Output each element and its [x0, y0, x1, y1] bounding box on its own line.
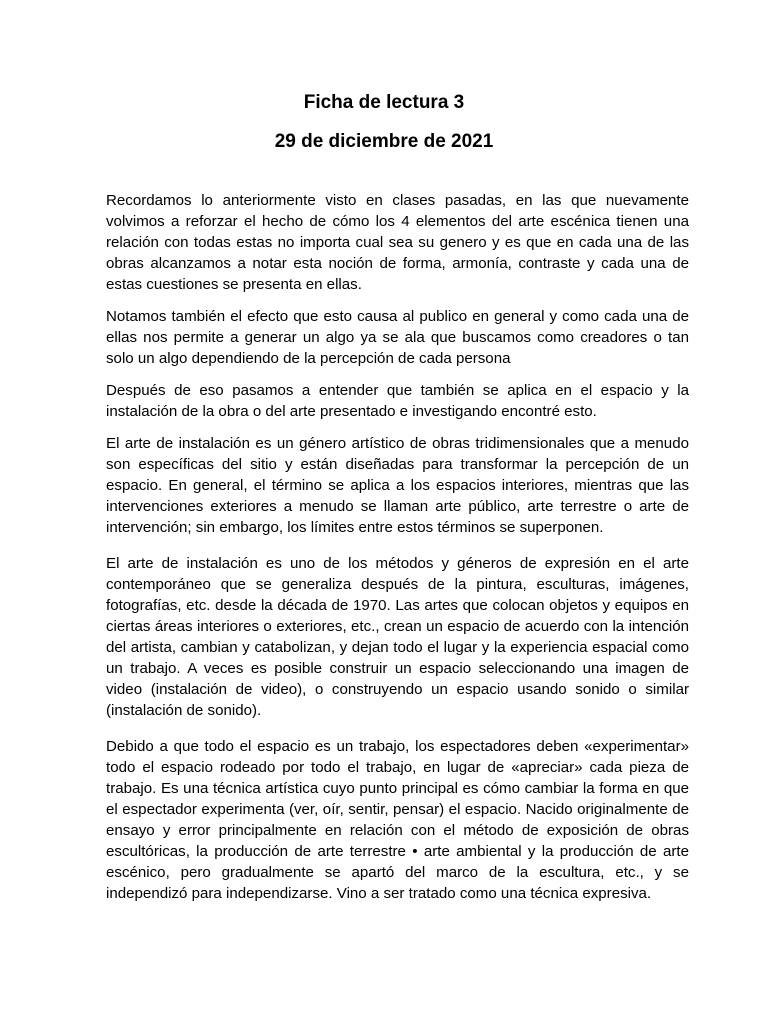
- paragraph-4: El arte de instalación es un género artístico de obras tridimensionales que a menudo son específicas del sitio y están diseñadas para transformar la percepción de un espacio. En general, el término se aplica a los espacios interiores, mientras que las intervenciones exteriores a menudo se llaman arte público, arte terrestre o arte de intervención; sin embargo, los límites entre estos términos se superponen.: [106, 435, 689, 536]
- paragraph-5: El arte de instalación es uno de los métodos y géneros de expresión en el arte contemporáneo que se generaliza después de la pintura, esculturas, imágenes, fotografías, etc. desde la década de 1970. Las artes que colocan objetos y equipos en ciertas áreas interiores o exteriores, etc., crean un espacio de acuerdo con la intención del artista, cambian y catabolizan, y dejan todo el lugar y la experiencia espacial como un trabajo. A veces es posible construir un espacio seleccionando una imagen de video (instalación de video), o construyendo un espacio usando sonido o similar (instalación de sonido).: [106, 555, 689, 719]
- paragraph-1: Recordamos lo anteriormente visto en clases pasadas, en las que nuevamente volvimos a reforzar el hecho de cómo los 4 elementos del arte escénica tienen una relación con todas estas no importa cual sea su genero y es que en cada una de las obras alcanzamos a notar esta noción de forma, armonía, contraste y cada una de estas cuestiones se presenta en ellas.: [106, 192, 689, 293]
- document-date: 29 de diciembre de 2021: [274, 131, 494, 152]
- document-body: [106, 190, 689, 915]
- paragraph-3: Después de eso pasamos a entender que también se aplica en el espacio y la instalación de la obra o del arte presentado e investigando encontré esto.: [106, 382, 689, 420]
- document-title: Ficha de lectura 3: [303, 92, 465, 113]
- paragraph-2: Notamos también el efecto que esto causa al publico en general y como cada una de ellas nos permite a generar un algo ya se ala que buscamos como creadores o tan solo un algo dependiendo de la percepción de cada persona: [106, 308, 689, 367]
- paragraph-6: Debido a que todo el espacio es un trabajo, los espectadores deben «experimentar» todo el espacio rodeado por todo el trabajo, en lugar de «apreciar» cada pieza de trabajo. Es una técnica artística cuyo punto principal es cómo cambiar la forma en que el espectador experimenta (ver, oír, sentir, pensar) el espacio. Nacido originalmente de ensayo y error principalmente en relación con el método de exposición de obras escultóricas, la producción de arte terrestre • arte ambiental y la producción de arte escénico, pero gradualmente se apartó del marco de la escultura, etc., y se independizó para independizarse. Vino a ser tratado como una técnica expresiva.: [106, 738, 689, 902]
